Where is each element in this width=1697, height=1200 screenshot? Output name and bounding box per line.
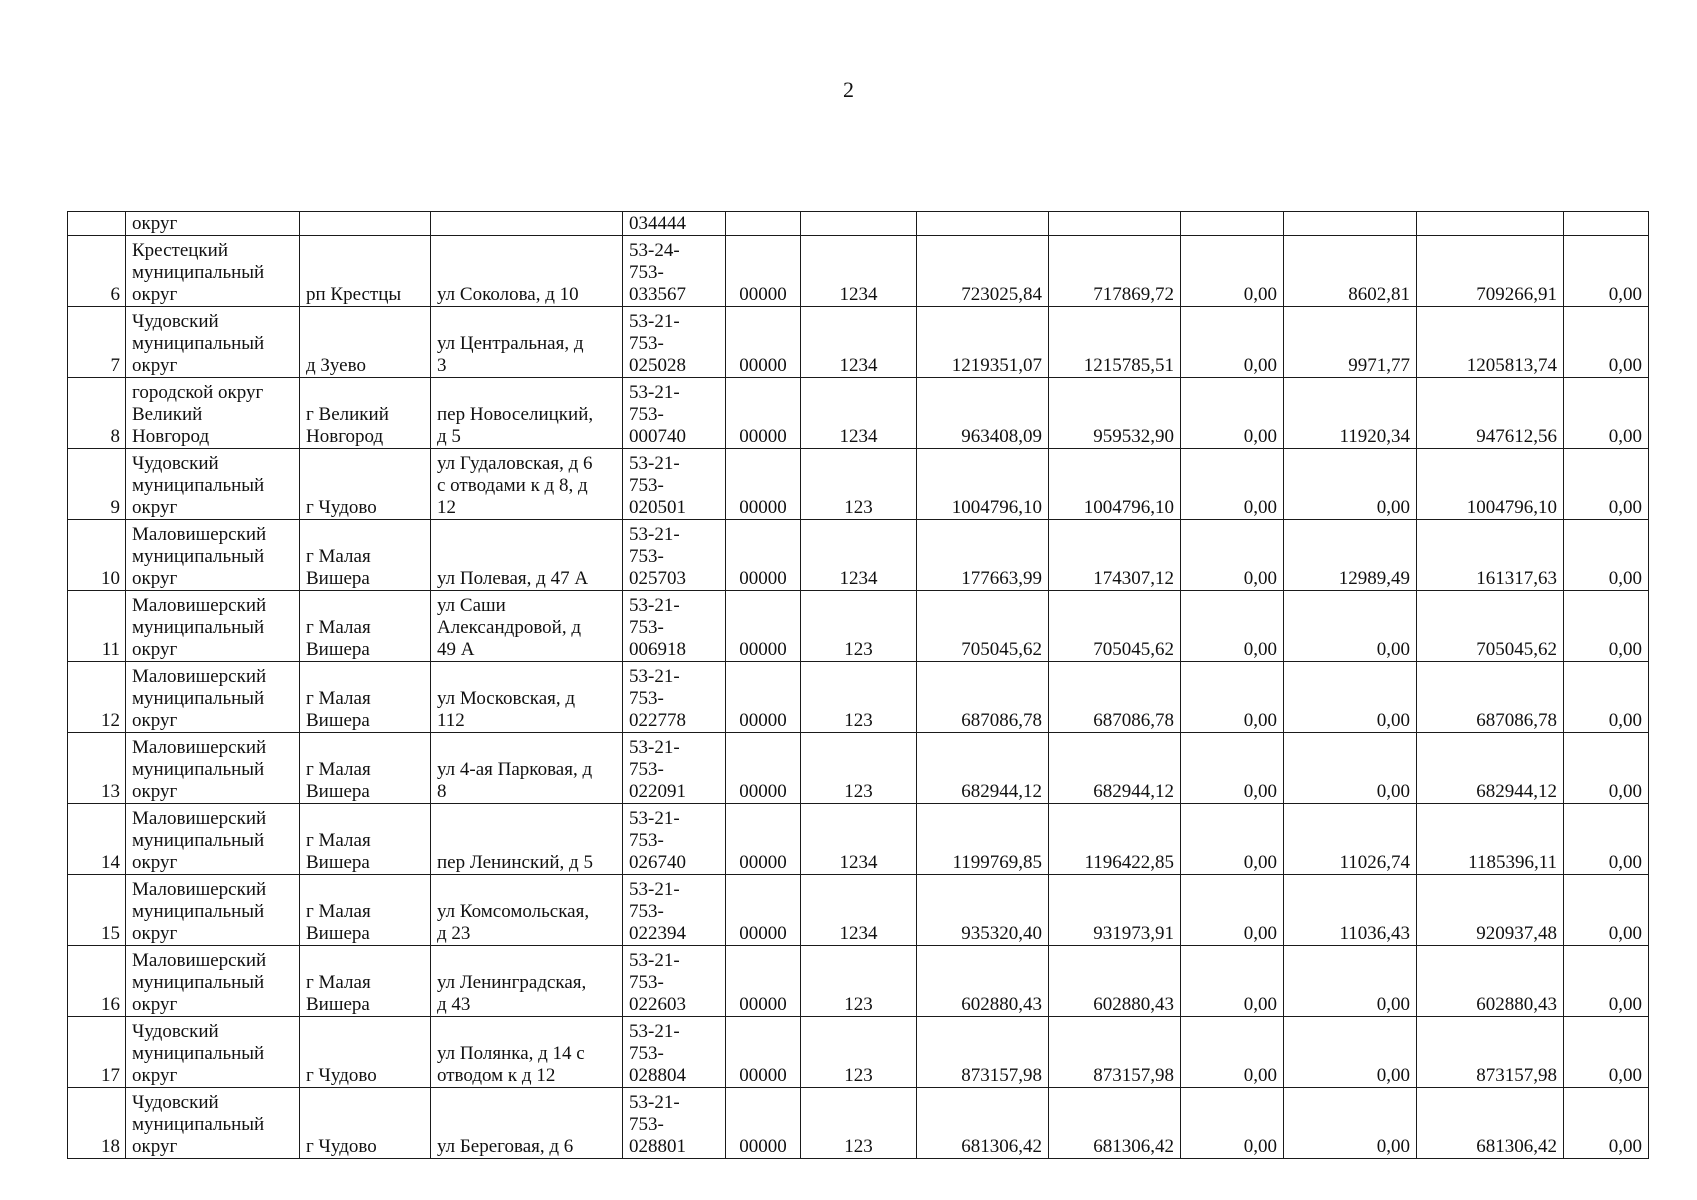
cell-settlement: д Зуево [300, 307, 431, 378]
cell-col-6: 9971,77 [1284, 307, 1417, 378]
cell-col-2: 123 [801, 946, 917, 1017]
table-row-continued [68, 212, 1649, 236]
cell-col-7: 602880,43 [1417, 946, 1564, 1017]
cell-address: пер Ленинский, д 5 [431, 804, 623, 875]
cell-col-7: 681306,42 [1417, 1088, 1564, 1159]
cell-col-6: 0,00 [1284, 1017, 1417, 1088]
cell-index: 11 [68, 591, 126, 662]
cell-col-6: 12989,49 [1284, 520, 1417, 591]
cell-col-4: 931973,91 [1049, 875, 1181, 946]
table-row [68, 1017, 1649, 1088]
cell-col-8: 0,00 [1564, 733, 1649, 804]
cell-settlement [300, 212, 431, 236]
cell-col-3: 935320,40 [917, 875, 1049, 946]
cell-col-5: 0,00 [1181, 236, 1284, 307]
cell-index: 8 [68, 378, 126, 449]
cell-col-5: 0,00 [1181, 946, 1284, 1017]
cell-col-3: 681306,42 [917, 1088, 1049, 1159]
cell-col-1: 00000 [726, 804, 801, 875]
cell-index: 12 [68, 662, 126, 733]
cell-address: ул Соколова, д 10 [431, 236, 623, 307]
cell-address: ул Ленинградская, д 43 [431, 946, 623, 1017]
cell-index: 16 [68, 946, 126, 1017]
cell-col-3 [917, 212, 1049, 236]
cell-settlement: г Малая Вишера [300, 875, 431, 946]
cell-col-3: 963408,09 [917, 378, 1049, 449]
cell-col-8: 0,00 [1564, 946, 1649, 1017]
cell-col-8: 0,00 [1564, 591, 1649, 662]
cell-col-5: 0,00 [1181, 449, 1284, 520]
cell-col-6 [1284, 212, 1417, 236]
table-row [68, 307, 1649, 378]
cell-index: 18 [68, 1088, 126, 1159]
cell-code: 53-21- 753- 025703 [623, 520, 726, 591]
cell-col-7: 873157,98 [1417, 1017, 1564, 1088]
cell-col-7: 1185396,11 [1417, 804, 1564, 875]
cell-col-3: 177663,99 [917, 520, 1049, 591]
cell-col-7: 161317,63 [1417, 520, 1564, 591]
cell-col-4: 959532,90 [1049, 378, 1181, 449]
cell-col-4: 1215785,51 [1049, 307, 1181, 378]
cell-col-7: 709266,91 [1417, 236, 1564, 307]
cell-index: 10 [68, 520, 126, 591]
cell-address: пер Новоселицкий, д 5 [431, 378, 623, 449]
cell-settlement: г Великий Новгород [300, 378, 431, 449]
cell-col-4: 687086,78 [1049, 662, 1181, 733]
cell-col-1: 00000 [726, 662, 801, 733]
cell-col-5: 0,00 [1181, 307, 1284, 378]
cell-settlement: г Чудово [300, 1088, 431, 1159]
cell-code: 53-21- 753- 028804 [623, 1017, 726, 1088]
cell-code: 53-21- 753- 022603 [623, 946, 726, 1017]
cell-code: 53-21- 753- 020501 [623, 449, 726, 520]
cell-address: ул Гудаловская, д 6 с отводами к д 8, д 12 [431, 449, 623, 520]
cell-col-2: 123 [801, 662, 917, 733]
register-table [67, 211, 1649, 1159]
cell-col-4: 873157,98 [1049, 1017, 1181, 1088]
cell-address: ул Центральная, д 3 [431, 307, 623, 378]
cell-col-1: 00000 [726, 1088, 801, 1159]
cell-col-3: 682944,12 [917, 733, 1049, 804]
cell-col-8: 0,00 [1564, 804, 1649, 875]
cell-col-5 [1181, 212, 1284, 236]
cell-col-3: 1199769,85 [917, 804, 1049, 875]
cell-settlement: г Чудово [300, 449, 431, 520]
page-number: 2 [843, 77, 854, 102]
cell-district: округ [126, 212, 300, 236]
table-row [68, 804, 1649, 875]
cell-col-1: 00000 [726, 1017, 801, 1088]
cell-col-5: 0,00 [1181, 1017, 1284, 1088]
cell-address: ул Береговая, д 6 [431, 1088, 623, 1159]
cell-col-2: 1234 [801, 236, 917, 307]
cell-col-4: 717869,72 [1049, 236, 1181, 307]
cell-col-3: 873157,98 [917, 1017, 1049, 1088]
cell-address: ул Московская, д 112 [431, 662, 623, 733]
cell-district: Маловишерский муниципальный округ [126, 520, 300, 591]
cell-col-7: 1004796,10 [1417, 449, 1564, 520]
cell-settlement: г Чудово [300, 1017, 431, 1088]
cell-district: Маловишерский муниципальный округ [126, 733, 300, 804]
cell-col-5: 0,00 [1181, 378, 1284, 449]
table-row [68, 378, 1649, 449]
cell-col-7: 1205813,74 [1417, 307, 1564, 378]
cell-settlement: г Малая Вишера [300, 662, 431, 733]
cell-col-4: 681306,42 [1049, 1088, 1181, 1159]
cell-col-6: 0,00 [1284, 1088, 1417, 1159]
cell-address: ул 4-ая Парковая, д 8 [431, 733, 623, 804]
cell-settlement: рп Крестцы [300, 236, 431, 307]
cell-address: ул Полевая, д 47 А [431, 520, 623, 591]
table-row [68, 520, 1649, 591]
cell-address: ул Комсомольская, д 23 [431, 875, 623, 946]
cell-col-3: 723025,84 [917, 236, 1049, 307]
cell-col-5: 0,00 [1181, 733, 1284, 804]
cell-district: Маловишерский муниципальный округ [126, 875, 300, 946]
cell-col-1: 00000 [726, 875, 801, 946]
cell-col-3: 687086,78 [917, 662, 1049, 733]
cell-col-5: 0,00 [1181, 591, 1284, 662]
cell-col-6: 8602,81 [1284, 236, 1417, 307]
cell-col-1: 00000 [726, 236, 801, 307]
cell-col-8: 0,00 [1564, 236, 1649, 307]
cell-index: 13 [68, 733, 126, 804]
cell-code: 53-21- 753- 000740 [623, 378, 726, 449]
cell-district: Маловишерский муниципальный округ [126, 804, 300, 875]
cell-col-6: 0,00 [1284, 591, 1417, 662]
cell-code: 53-21- 753- 022394 [623, 875, 726, 946]
cell-col-2 [801, 212, 917, 236]
cell-col-1 [726, 212, 801, 236]
cell-col-5: 0,00 [1181, 804, 1284, 875]
cell-col-2: 123 [801, 1088, 917, 1159]
cell-col-5: 0,00 [1181, 520, 1284, 591]
cell-col-6: 0,00 [1284, 733, 1417, 804]
cell-code: 53-21- 753- 022778 [623, 662, 726, 733]
cell-col-8: 0,00 [1564, 662, 1649, 733]
cell-col-1: 00000 [726, 449, 801, 520]
cell-settlement: г Малая Вишера [300, 733, 431, 804]
cell-col-2: 1234 [801, 378, 917, 449]
cell-index: 7 [68, 307, 126, 378]
cell-col-1: 00000 [726, 733, 801, 804]
cell-address: ул Саши Александровой, д 49 А [431, 591, 623, 662]
cell-index: 6 [68, 236, 126, 307]
cell-col-7: 687086,78 [1417, 662, 1564, 733]
cell-address: ул Полянка, д 14 с отводом к д 12 [431, 1017, 623, 1088]
cell-district: Чудовский муниципальный округ [126, 1088, 300, 1159]
cell-col-6: 0,00 [1284, 662, 1417, 733]
cell-col-1: 00000 [726, 378, 801, 449]
cell-col-3: 602880,43 [917, 946, 1049, 1017]
cell-district: Чудовский муниципальный округ [126, 449, 300, 520]
cell-index: 17 [68, 1017, 126, 1088]
table-row [68, 1088, 1649, 1159]
cell-index: 14 [68, 804, 126, 875]
cell-col-6: 0,00 [1284, 449, 1417, 520]
cell-col-4: 705045,62 [1049, 591, 1181, 662]
table-row [68, 662, 1649, 733]
cell-col-8: 0,00 [1564, 307, 1649, 378]
cell-district: Чудовский муниципальный округ [126, 307, 300, 378]
cell-col-7: 705045,62 [1417, 591, 1564, 662]
cell-col-4: 1004796,10 [1049, 449, 1181, 520]
cell-col-2: 1234 [801, 804, 917, 875]
cell-col-8 [1564, 212, 1649, 236]
cell-settlement: г Малая Вишера [300, 946, 431, 1017]
cell-col-7 [1417, 212, 1564, 236]
table-row [68, 875, 1649, 946]
cell-col-1: 00000 [726, 520, 801, 591]
cell-code: 53-21- 753- 022091 [623, 733, 726, 804]
cell-col-4 [1049, 212, 1181, 236]
cell-col-8: 0,00 [1564, 1088, 1649, 1159]
cell-index [68, 212, 126, 236]
cell-col-2: 123 [801, 591, 917, 662]
cell-col-2: 1234 [801, 307, 917, 378]
cell-col-2: 1234 [801, 520, 917, 591]
cell-district: Крестецкий муниципальный округ [126, 236, 300, 307]
cell-col-7: 682944,12 [1417, 733, 1564, 804]
cell-col-6: 11036,43 [1284, 875, 1417, 946]
cell-col-8: 0,00 [1564, 1017, 1649, 1088]
cell-district: Маловишерский муниципальный округ [126, 946, 300, 1017]
cell-col-5: 0,00 [1181, 1088, 1284, 1159]
cell-code: 034444 [623, 212, 726, 236]
cell-col-6: 0,00 [1284, 946, 1417, 1017]
cell-settlement: г Малая Вишера [300, 804, 431, 875]
cell-settlement: г Малая Вишера [300, 520, 431, 591]
cell-col-4: 682944,12 [1049, 733, 1181, 804]
cell-col-5: 0,00 [1181, 662, 1284, 733]
cell-col-3: 705045,62 [917, 591, 1049, 662]
cell-address [431, 212, 623, 236]
cell-code: 53-21- 753- 028801 [623, 1088, 726, 1159]
cell-district: Чудовский муниципальный округ [126, 1017, 300, 1088]
cell-col-1: 00000 [726, 591, 801, 662]
cell-col-4: 174307,12 [1049, 520, 1181, 591]
cell-district: Маловишерский муниципальный округ [126, 662, 300, 733]
register-table-container [67, 211, 1649, 1159]
cell-code: 53-21- 753- 025028 [623, 307, 726, 378]
table-row [68, 591, 1649, 662]
cell-col-8: 0,00 [1564, 875, 1649, 946]
cell-col-1: 00000 [726, 946, 801, 1017]
cell-district: городской округ Великий Новгород [126, 378, 300, 449]
table-row [68, 236, 1649, 307]
cell-col-3: 1004796,10 [917, 449, 1049, 520]
cell-col-6: 11026,74 [1284, 804, 1417, 875]
cell-col-2: 123 [801, 1017, 917, 1088]
cell-col-8: 0,00 [1564, 378, 1649, 449]
cell-index: 9 [68, 449, 126, 520]
cell-col-2: 123 [801, 733, 917, 804]
cell-index: 15 [68, 875, 126, 946]
cell-col-6: 11920,34 [1284, 378, 1417, 449]
table-row [68, 733, 1649, 804]
cell-code: 53-21- 753- 006918 [623, 591, 726, 662]
cell-settlement: г Малая Вишера [300, 591, 431, 662]
table-body [68, 212, 1649, 1159]
cell-col-2: 123 [801, 449, 917, 520]
cell-district: Маловишерский муниципальный округ [126, 591, 300, 662]
table-row [68, 449, 1649, 520]
cell-col-1: 00000 [726, 307, 801, 378]
cell-col-7: 947612,56 [1417, 378, 1564, 449]
table-row [68, 946, 1649, 1017]
cell-col-7: 920937,48 [1417, 875, 1564, 946]
cell-code: 53-21- 753- 026740 [623, 804, 726, 875]
cell-col-4: 602880,43 [1049, 946, 1181, 1017]
cell-col-5: 0,00 [1181, 875, 1284, 946]
cell-col-3: 1219351,07 [917, 307, 1049, 378]
cell-col-2: 1234 [801, 875, 917, 946]
cell-col-8: 0,00 [1564, 520, 1649, 591]
cell-code: 53-24- 753- 033567 [623, 236, 726, 307]
cell-col-4: 1196422,85 [1049, 804, 1181, 875]
cell-col-8: 0,00 [1564, 449, 1649, 520]
